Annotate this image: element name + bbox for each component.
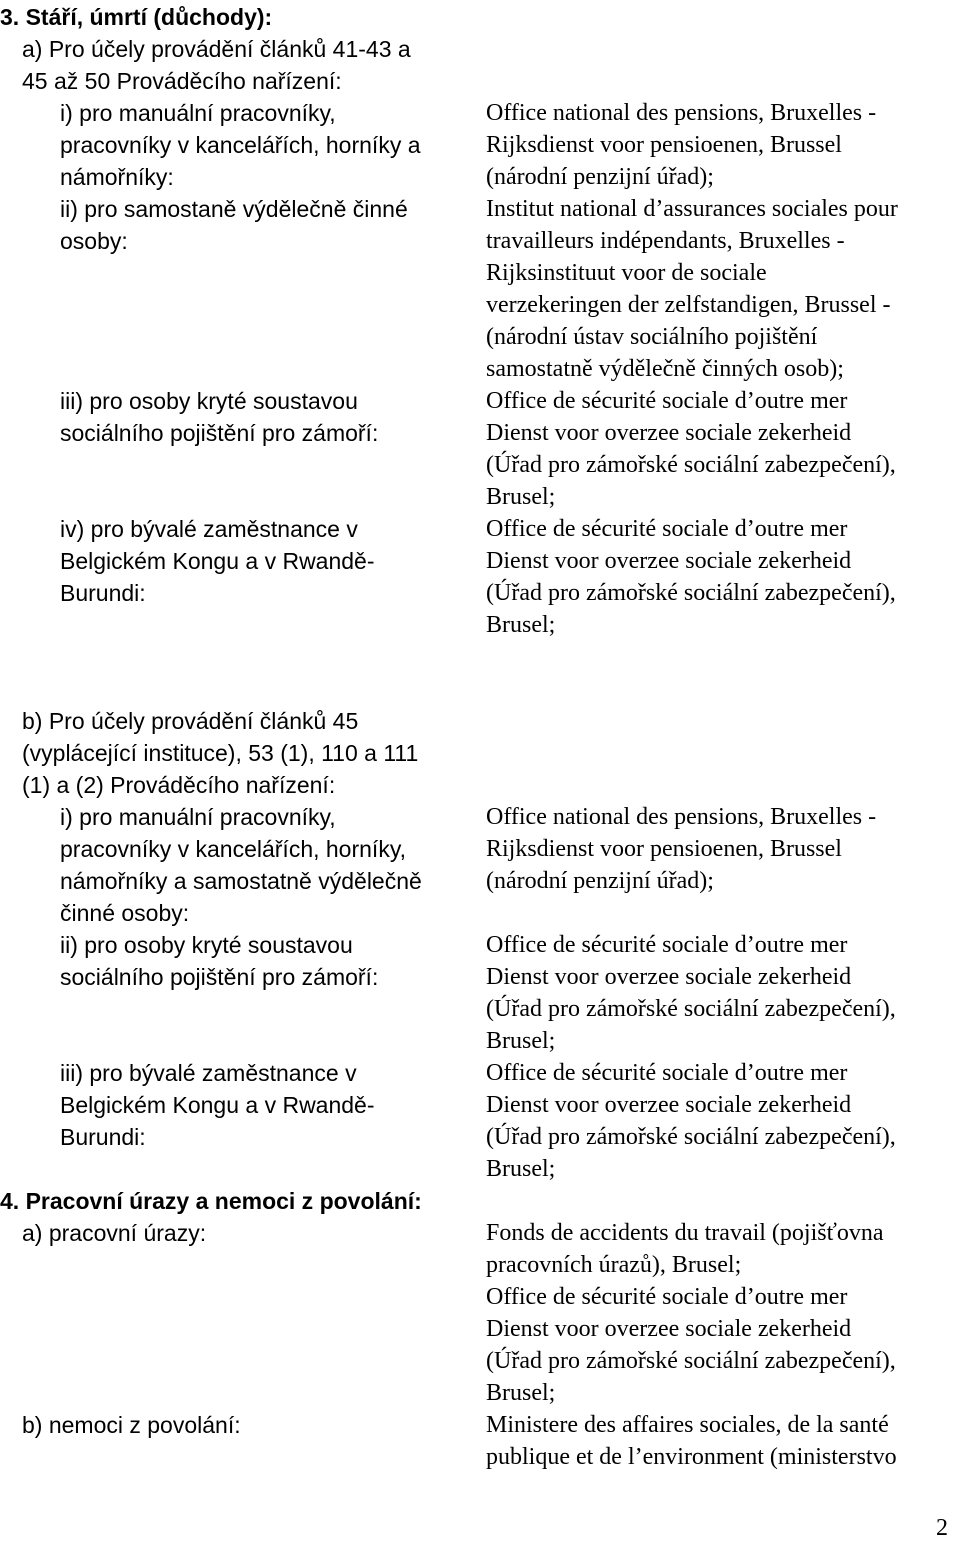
item-3a-ii-institution: samostatně výdělečně činných osob); <box>486 356 844 382</box>
item-4b-institution: Ministere des affaires sociales, de la santé <box>486 1412 889 1438</box>
item-3b-i-institution: Rijksdienst voor pensioenen, Brussel <box>486 836 842 862</box>
item-4a-institution: pracovních úrazů), Brusel; <box>486 1252 742 1278</box>
item-3a-iii-institution: Office de sécurité sociale d’outre mer <box>486 388 848 414</box>
item-3a-iv-institution: Dienst voor overzee sociale zekerheid <box>486 548 852 574</box>
item-3a-i-label: pracovníky v kancelářích, horníky a <box>60 132 421 158</box>
item-3a-i-institution: Rijksdienst voor pensioenen, Brussel <box>486 132 842 158</box>
item-3a-ii-institution: (národní ústav sociálního pojištění <box>486 324 818 350</box>
item-3a-iii-institution: (Úřad pro zámořské sociální zabezpečení), <box>486 452 896 478</box>
item-3b-i-institution: Office national des pensions, Bruxelles - <box>486 804 877 830</box>
item-3a-iv-institution: Office de sécurité sociale d’outre mer <box>486 516 848 542</box>
item-3a-i-label: námořníky: <box>60 164 174 190</box>
section-3a-intro: 45 až 50 Prováděcího nařízení: <box>22 68 342 94</box>
item-3a-iii-label: sociálního pojištění pro zámoří: <box>60 420 379 446</box>
section-3b-intro: (vyplácející instituce), 53 (1), 110 a 111 <box>22 740 419 766</box>
section-4-heading: 4. Pracovní úrazy a nemoci z povolání: <box>0 1188 422 1214</box>
section-3a-intro: a) Pro účely provádění článků 41-43 a <box>22 36 411 62</box>
item-3a-ii-label: osoby: <box>60 228 128 254</box>
item-3a-iv-label: Belgickém Kongu a v Rwandě- <box>60 548 375 574</box>
item-3a-iii-institution: Brusel; <box>486 484 556 510</box>
item-3a-ii-label: ii) pro samostaně výdělečně činné <box>60 196 408 222</box>
item-3b-i-label: činné osoby: <box>60 900 190 926</box>
item-3a-ii-institution: Rijksinstituut voor de sociale <box>486 260 767 286</box>
item-3a-iii-institution: Dienst voor overzee sociale zekerheid <box>486 420 852 446</box>
page-number: 2 <box>936 1515 948 1541</box>
item-4a-institution: Brusel; <box>486 1380 556 1406</box>
item-3b-i-label: námořníky a samostatně výdělečně <box>60 868 422 894</box>
item-4b-institution: publique et de l’environment (ministerstvo <box>486 1444 897 1470</box>
item-3a-iv-label: iv) pro bývalé zaměstnance v <box>60 516 358 542</box>
item-3b-ii-institution: (Úřad pro zámořské sociální zabezpečení), <box>486 996 896 1022</box>
item-3a-iv-institution: (Úřad pro zámořské sociální zabezpečení), <box>486 580 896 606</box>
item-3b-iii-institution: Brusel; <box>486 1156 556 1182</box>
item-3a-iv-institution: Brusel; <box>486 612 556 638</box>
item-3a-i-institution: Office national des pensions, Bruxelles - <box>486 100 877 126</box>
item-3b-iii-label: Burundi: <box>60 1124 146 1150</box>
item-3b-i-label: pracovníky v kancelářích, horníky, <box>60 836 406 862</box>
item-3b-ii-label: sociálního pojištění pro zámoří: <box>60 964 379 990</box>
item-3a-iv-label: Burundi: <box>60 580 146 606</box>
item-4a-label: a) pracovní úrazy: <box>22 1220 207 1246</box>
item-3b-iii-label: iii) pro bývalé zaměstnance v <box>60 1060 357 1086</box>
item-3a-iii-label: iii) pro osoby kryté soustavou <box>60 388 358 414</box>
item-3a-ii-institution: travailleurs indépendants, Bruxelles - <box>486 228 845 254</box>
item-4b-label: b) nemoci z povolání: <box>22 1412 241 1438</box>
item-4a-institution: Dienst voor overzee sociale zekerheid <box>486 1316 852 1342</box>
item-3b-iii-institution: Office de sécurité sociale d’outre mer <box>486 1060 848 1086</box>
item-3a-ii-institution: Institut national d’assurances sociales pour <box>486 196 898 222</box>
section-3b-intro: (1) a (2) Prováděcího nařízení: <box>22 772 336 798</box>
item-3a-i-institution: (národní penzijní úřad); <box>486 164 714 190</box>
item-3b-ii-label: ii) pro osoby kryté soustavou <box>60 932 353 958</box>
item-3b-ii-institution: Brusel; <box>486 1028 556 1054</box>
item-3b-i-institution: (národní penzijní úřad); <box>486 868 714 894</box>
item-4a-institution: Office de sécurité sociale d’outre mer <box>486 1284 848 1310</box>
item-3b-ii-institution: Dienst voor overzee sociale zekerheid <box>486 964 852 990</box>
section-3-heading: 3. Stáří, úmrtí (důchody): <box>0 4 273 30</box>
section-3b-intro: b) Pro účely provádění článků 45 <box>22 708 359 734</box>
item-3b-ii-institution: Office de sécurité sociale d’outre mer <box>486 932 848 958</box>
item-3a-ii-institution: verzekeringen der zelfstandigen, Brussel - <box>486 292 891 318</box>
item-3b-iii-institution: Dienst voor overzee sociale zekerheid <box>486 1092 852 1118</box>
item-3a-i-label: i) pro manuální pracovníky, <box>60 100 336 126</box>
item-4a-institution: Fonds de accidents du travail (pojišťovna <box>486 1220 884 1246</box>
item-3b-iii-label: Belgickém Kongu a v Rwandě- <box>60 1092 375 1118</box>
item-3b-i-label: i) pro manuální pracovníky, <box>60 804 336 830</box>
item-4a-institution: (Úřad pro zámořské sociální zabezpečení), <box>486 1348 896 1374</box>
item-3b-iii-institution: (Úřad pro zámořské sociální zabezpečení), <box>486 1124 896 1150</box>
